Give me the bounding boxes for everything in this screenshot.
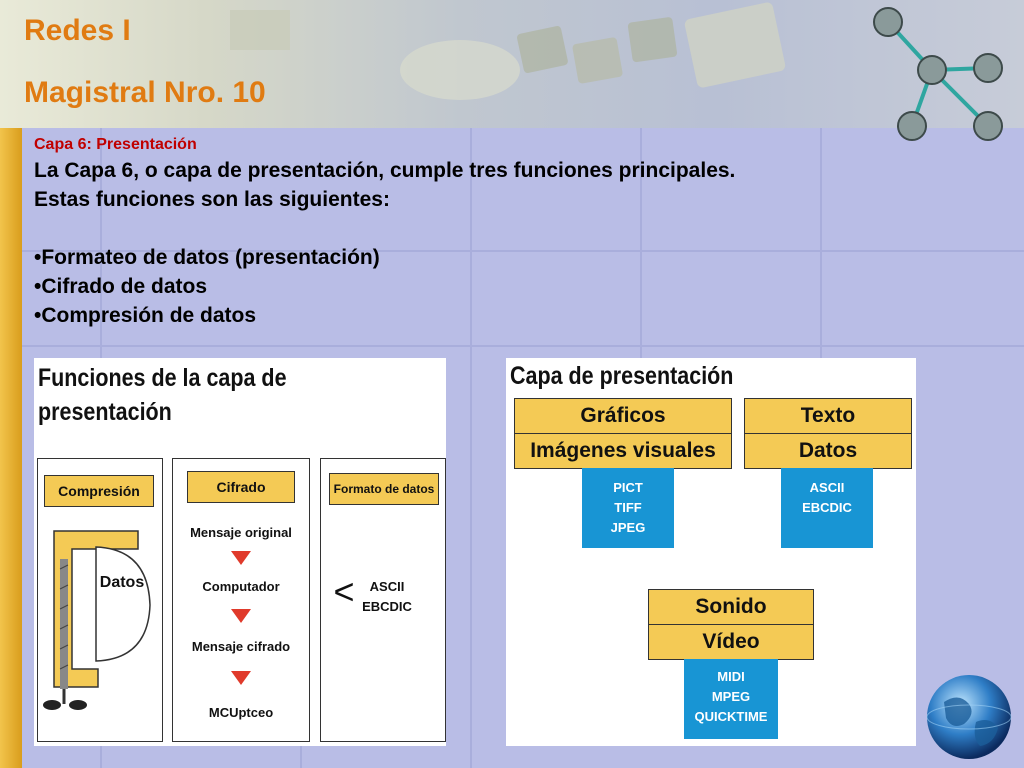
figure-title: presentación [38,398,172,426]
cifrado-step: MCUptceo [208,705,274,720]
media-type-box: Sonido [648,589,814,625]
slide-title: Redes I [24,14,131,47]
format-code: TIFF [614,500,642,515]
format-code: PICT [613,480,643,495]
format-code: EBCDIC [802,500,852,515]
figure-title: Capa de presentación [510,362,734,390]
paragraph-line: Estas funciones son las siguientes: [34,188,390,211]
globe-icon [924,672,1014,762]
bullet-item: •Cifrado de datos [34,275,208,298]
media-type-box: Datos [744,433,912,469]
format-box [684,659,778,739]
bg-line [0,345,1024,347]
bullet-item: •Compresión de datos [34,304,257,327]
section-heading: Capa 6: Presentación [34,136,197,153]
cifrado-step: Mensaje original [190,525,292,540]
cifrado-step: Computador [202,579,280,594]
datos-label: Datos [99,574,145,591]
slide-subtitle: Magistral Nro. 10 [24,76,266,109]
cifrado-label: Cifrado [187,471,295,503]
media-type-box: Texto [744,398,912,434]
arrow-down-icon [231,609,251,623]
format-code: MPEG [711,689,751,704]
format-code: ASCII [369,579,405,594]
compresion-label: Compresión [44,475,154,507]
compresion-column [37,458,163,742]
arrow-down-icon [231,551,251,565]
format-code: MIDI [717,669,745,684]
media-type-box: Imágenes visuales [514,433,732,469]
figure-title: Funciones de la capa de [38,364,287,392]
media-type-box: Gráficos [514,398,732,434]
left-accent-bar [0,128,22,768]
paragraph-line: La Capa 6, o capa de presentación, cumple tres funciones principales. [34,159,736,182]
formato-label: Formato de datos [329,473,439,505]
arrow-down-icon [231,671,251,685]
media-type-box: Vídeo [648,624,814,660]
network-molecule-icon [860,0,1010,150]
clamp-icon [38,519,162,729]
format-box [781,468,873,548]
bullet-item: •Formateo de datos (presentación) [34,246,380,269]
right-figure [506,358,916,746]
less-than-symbol: < [333,571,355,612]
cifrado-column [172,458,310,742]
format-code: QUICKTIME [694,709,768,724]
slide-body [34,134,994,330]
format-code: ASCII [809,480,845,495]
cifrado-step: Mensaje cifrado [191,639,291,654]
format-code: JPEG [610,520,646,535]
format-code: EBCDIC [362,599,412,614]
formato-column [320,458,446,742]
format-box [582,468,674,548]
